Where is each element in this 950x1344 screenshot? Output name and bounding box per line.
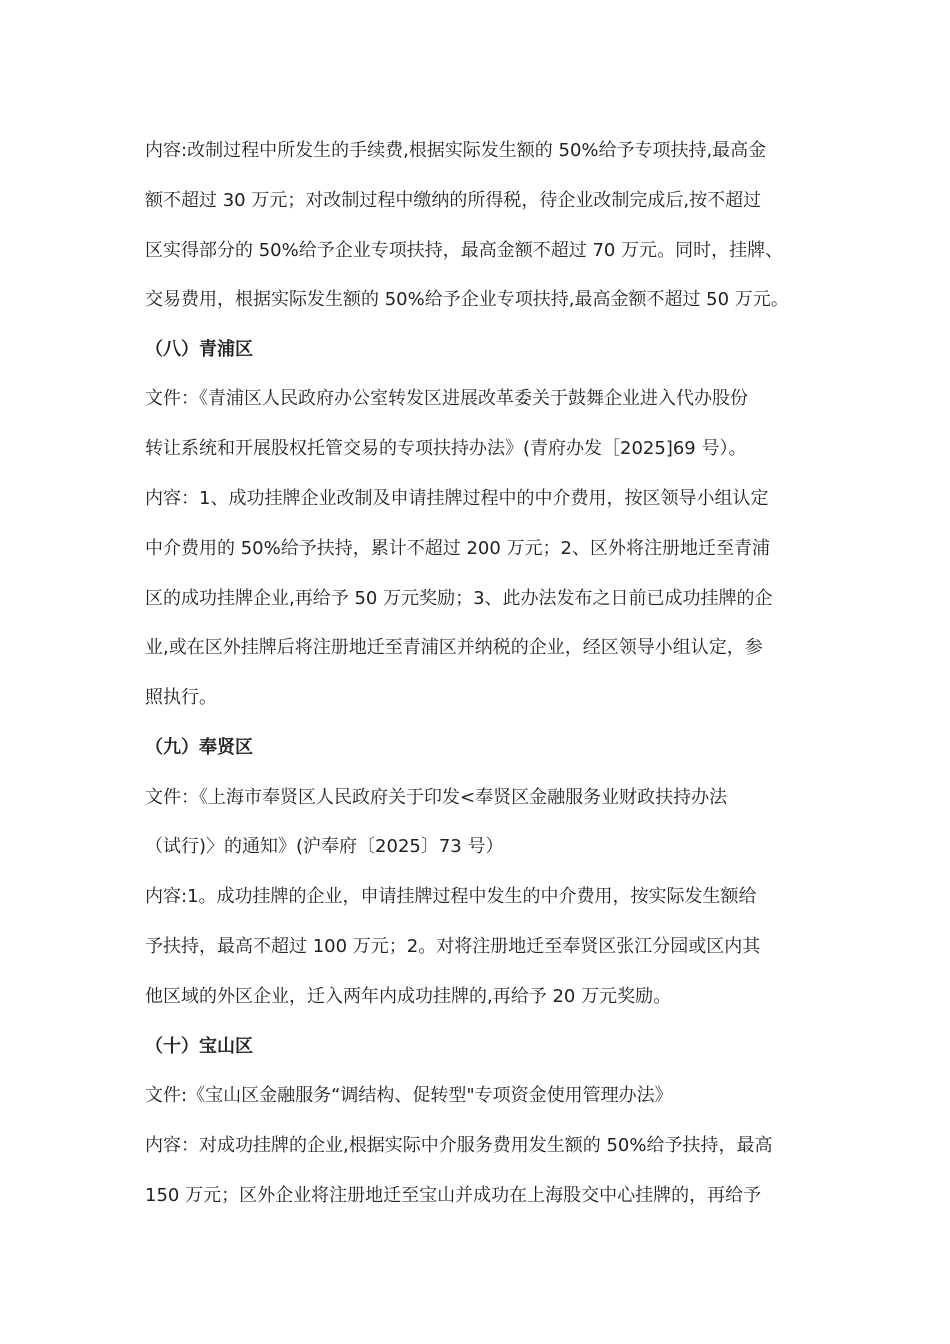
section-7-content-line-3: 区实得部分的 50%给予企业专项扶持，最高金额不超过 70 万元。同时，挂牌、 [145,240,784,261]
section-8-content-line-3: 区的成功挂牌企业,再给予 50 万元奖励；3、此办法发布之日前已成功挂牌的企 [145,588,773,609]
section-10-heading: （十）宝山区 [145,1036,253,1057]
section-9-content-line-2: 予扶持，最高不超过 100 万元；2。对将注册地迁至奉贤区张江分园或区内其 [145,936,761,957]
section-10-content-line-1: 内容：对成功挂牌的企业,根据实际中介服务费用发生额的 50%给予扶持，最高 [145,1135,773,1156]
section-8-document-line-2: 转让系统和开展股权托管交易的专项扶持办法》(青府办发［2025]69 号）。 [145,438,747,459]
section-7-content-line-2: 额不超过 30 万元；对改制过程中缴纳的所得税，待企业改制完成后,按不超过 [145,190,762,211]
section-10-document-line-1: 文件:《宝山区金融服务“调结构、促转型"专项资金使用管理办法》 [145,1085,673,1106]
section-8-content-line-5: 照执行。 [145,687,217,708]
section-8-document-line-1: 文件：《青浦区人民政府办公室转发区进展改革委关于鼓舞企业进入代办股份 [145,388,748,409]
section-8-content-line-1: 内容：1、成功挂牌企业改制及申请挂牌过程中的中介费用，按区领导小组认定 [145,488,769,509]
section-9-document-line-1: 文件：《上海市奉贤区人民政府关于印发<奉贤区金融服务业财政扶持办法 [145,787,728,808]
section-9-heading: （九）奉贤区 [145,737,253,758]
section-9-content-line-3: 他区域的外区企业，迁入两年内成功挂牌的,再给予 20 万元奖励。 [145,986,672,1007]
section-9-document-line-2: （试行)〉的通知》(沪奉府〔2025〕73 号） [145,836,504,857]
section-10-content-line-2: 150 万元；区外企业将注册地迁至宝山并成功在上海股交中心挂牌的，再给予 [145,1185,762,1206]
section-9-content-line-1: 内容:1。成功挂牌的企业，申请挂牌过程中发生的中介费用，按实际发生额给 [145,886,757,907]
section-7-content-line-4: 交易费用，根据实际发生额的 50%给予企业专项扶持,最高金额不超过 50 万元。 [145,289,789,310]
section-7-content-line-1: 内容:改制过程中所发生的手续费,根据实际发生额的 50%给予专项扶持,最高金 [145,140,767,161]
section-8-content-line-4: 业,或在区外挂牌后将注册地迁至青浦区并纳税的企业，经区领导小组认定，参 [145,637,763,658]
section-8-heading: （八）青浦区 [145,339,253,360]
section-8-content-line-2: 中介费用的 50%给予扶持，累计不超过 200 万元；2、区外将注册地迁至青浦 [145,538,770,559]
